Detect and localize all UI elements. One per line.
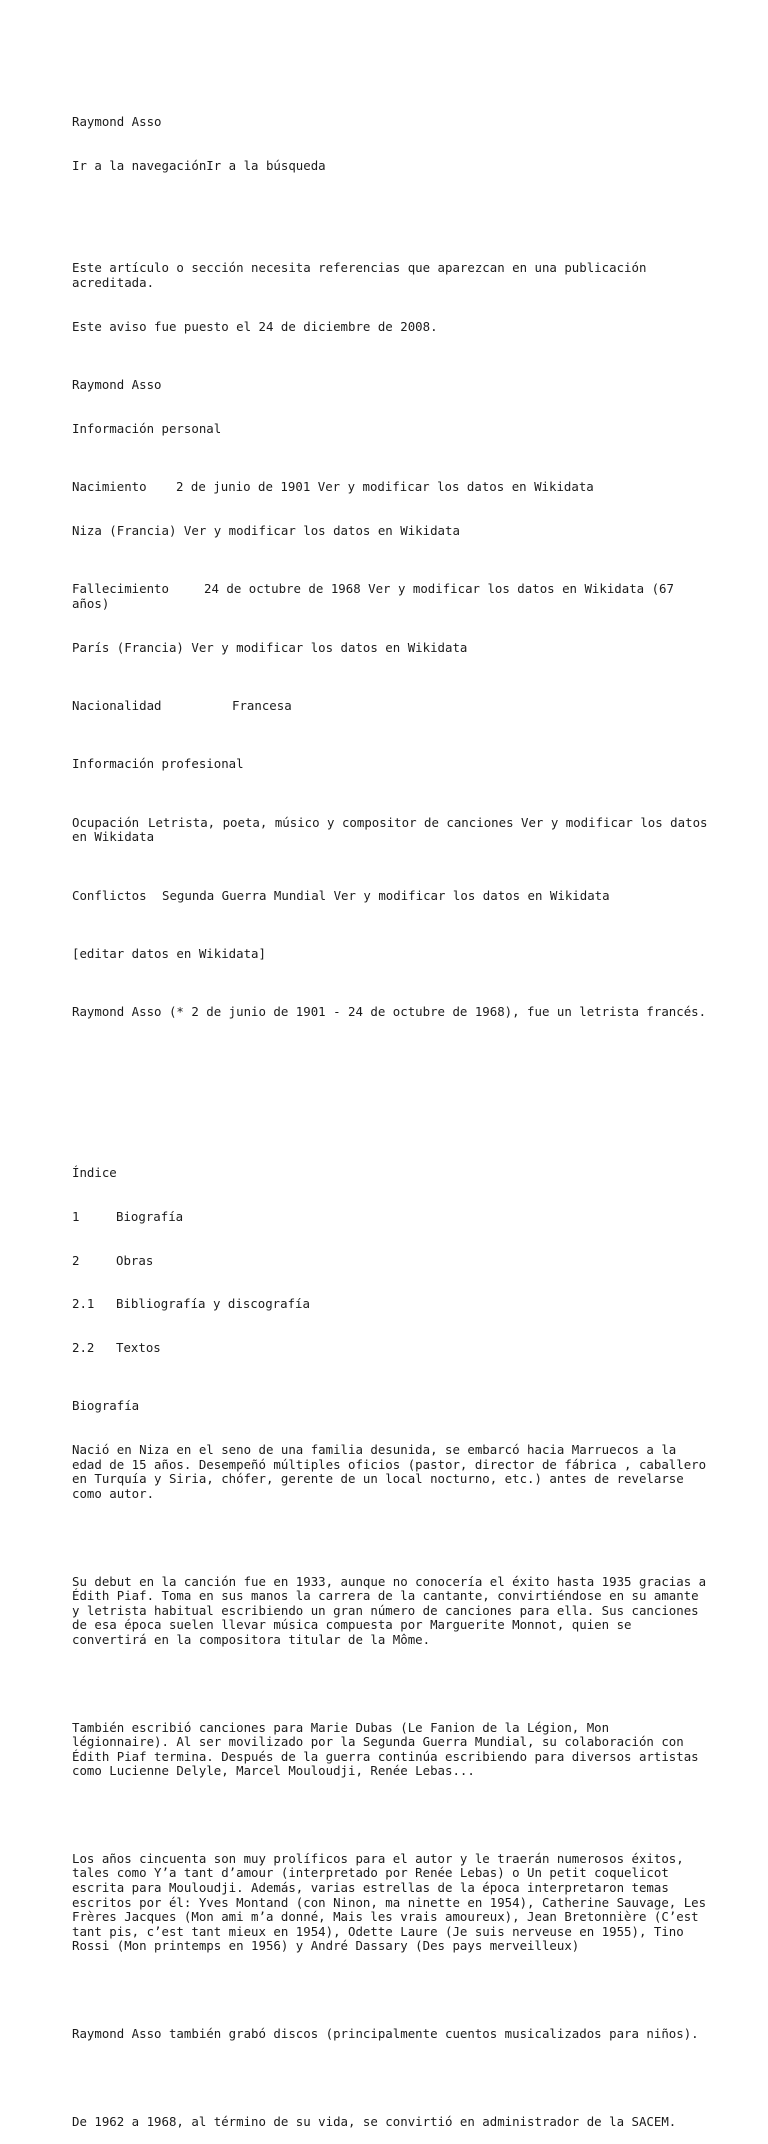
skip-links[interactable]: Ir a la navegaciónIr a la búsqueda (72, 157, 326, 173)
biography-paragraph: Raymond Asso también grabó discos (principalmente cuentos musicalizados para niños). (72, 2025, 699, 2041)
document-body (72, 86, 715, 2144)
infobox-conflicts-row (72, 889, 712, 904)
toc-number: 2.1 (72, 1296, 95, 1312)
toc-label[interactable]: Bibliografía y discografía (116, 1296, 310, 1312)
toc-number: 1 (72, 1208, 80, 1224)
page-title: Raymond Asso (72, 114, 162, 130)
section-heading-biografia: Biografía (72, 1398, 140, 1414)
toc-item[interactable] (72, 1210, 712, 1225)
infobox-professional-heading: Información profesional (72, 756, 244, 772)
toc-heading: Índice (72, 1164, 117, 1180)
occupation-label: Ocupación (72, 814, 140, 830)
notice-date: Este aviso fue puesto el 24 de diciembre de 2008. (72, 318, 438, 334)
intro-paragraph: Raymond Asso (* 2 de junio de 1901 - 24 de octubre de 1968), fue un letrista francés. (72, 1004, 707, 1020)
edit-wikidata-link[interactable]: [editar datos en Wikidata] (72, 946, 266, 962)
biography-paragraph: También escribió canciones para Marie Dubas (Le Fanion de la Légion, Mon légionnaire). Al ser movilizado por la Segunda Guerra Mundial, su colaboración con Édith Piaf termina. Después de la guerra continúa escribiendo para diversos artistas como Lucienne Delyle, Marcel Mouloudji, Renée Lebas... (72, 1719, 707, 1779)
infobox-name: Raymond Asso (72, 376, 162, 392)
infobox-birth-row (72, 480, 712, 495)
conflicts-value[interactable]: Segunda Guerra Mundial Ver y modificar los datos en Wikidata (162, 887, 610, 903)
infobox-occupation-row (72, 814, 715, 845)
birth-label: Nacimiento (72, 479, 147, 495)
biography-paragraph: Nació en Niza en el seno de una familia desunida, se embarcó hacia Marruecos a la edad de 15 años. Desempeñó múltiples oficios (pastor, director de fábrica , caballero en Turquía y Siria, chófer, gerente de un local nocturno, etc.) antes de revelarse como autor. (72, 1442, 714, 1501)
toc-item[interactable] (72, 1341, 712, 1356)
toc-item[interactable] (72, 1254, 712, 1269)
death-label: Fallecimiento (72, 581, 169, 597)
references-notice: Este artículo o sección necesita referencias que aparezcan en una publicación acreditada. (72, 260, 654, 290)
conflicts-label: Conflictos (72, 887, 147, 903)
toc-number: 2 (72, 1252, 80, 1268)
toc-label[interactable]: Obras (116, 1252, 154, 1268)
nationality-label: Nacionalidad (72, 697, 162, 713)
death-value[interactable]: 24 de octubre de 1968 Ver y modificar los datos en Wikidata (67 años) (72, 581, 682, 611)
occupation-value[interactable]: Letrista, poeta, músico y compositor de canciones Ver y modificar los datos en Wikidata (72, 814, 715, 845)
nationality-value: Francesa (232, 697, 292, 713)
infobox-nationality-row (72, 699, 712, 714)
toc-item[interactable] (72, 1297, 712, 1312)
infobox-death-row (72, 582, 712, 611)
biography-paragraph: Los años cincuenta son muy prolíficos para el autor y le traerán numerosos éxitos, tales como Y’a tant d’amour (interpretado por Renée Lebas) o Un petit coquelicot escrita para Mouloudji. Además, varias estrellas de la época interpretaron temas escritos por él: Yves Montand (con Ninon, ma ninette en 1954), Catherine Sauvage, Les Frères Jacques (Mon ami m’a donné, Mais les vrais amoureux), Jean Bretonnière (C’est tant pis, c’est tant mieux en 1954), Odette Laure (Je suis nerveuse en 1955), Tino Rossi (Mon printemps en 1956) y André Dassary (Des pays merveilleux) (72, 1850, 714, 1954)
birth-place[interactable]: Niza (Francia) Ver y modificar los datos en Wikidata (72, 522, 460, 538)
biography-paragraph: Su debut en la canción fue en 1933, aunque no conocería el éxito hasta 1935 gracias a Édith Piaf. Toma en sus manos la carrera de la cantante, convirtiéndose en su amante y letrista habitual escribiendo un gran número de canciones para ella. Sus canciones de esa época suelen llevar música compuesta por Marguerite Monnot, quien se convertirá en la compositora titular de la Môme. (72, 1573, 714, 1647)
toc-label[interactable]: Textos (116, 1340, 161, 1356)
infobox-personal-heading: Información personal (72, 420, 222, 436)
death-place[interactable]: París (Francia) Ver y modificar los datos en Wikidata (72, 639, 468, 655)
birth-value[interactable]: 2 de junio de 1901 Ver y modificar los datos en Wikidata (176, 479, 594, 495)
toc-number: 2.2 (72, 1340, 95, 1356)
biography-paragraph: De 1962 a 1968, al término de su vida, se convirtió en administrador de la SACEM. (72, 2113, 677, 2129)
toc-label[interactable]: Biografía (116, 1208, 184, 1224)
